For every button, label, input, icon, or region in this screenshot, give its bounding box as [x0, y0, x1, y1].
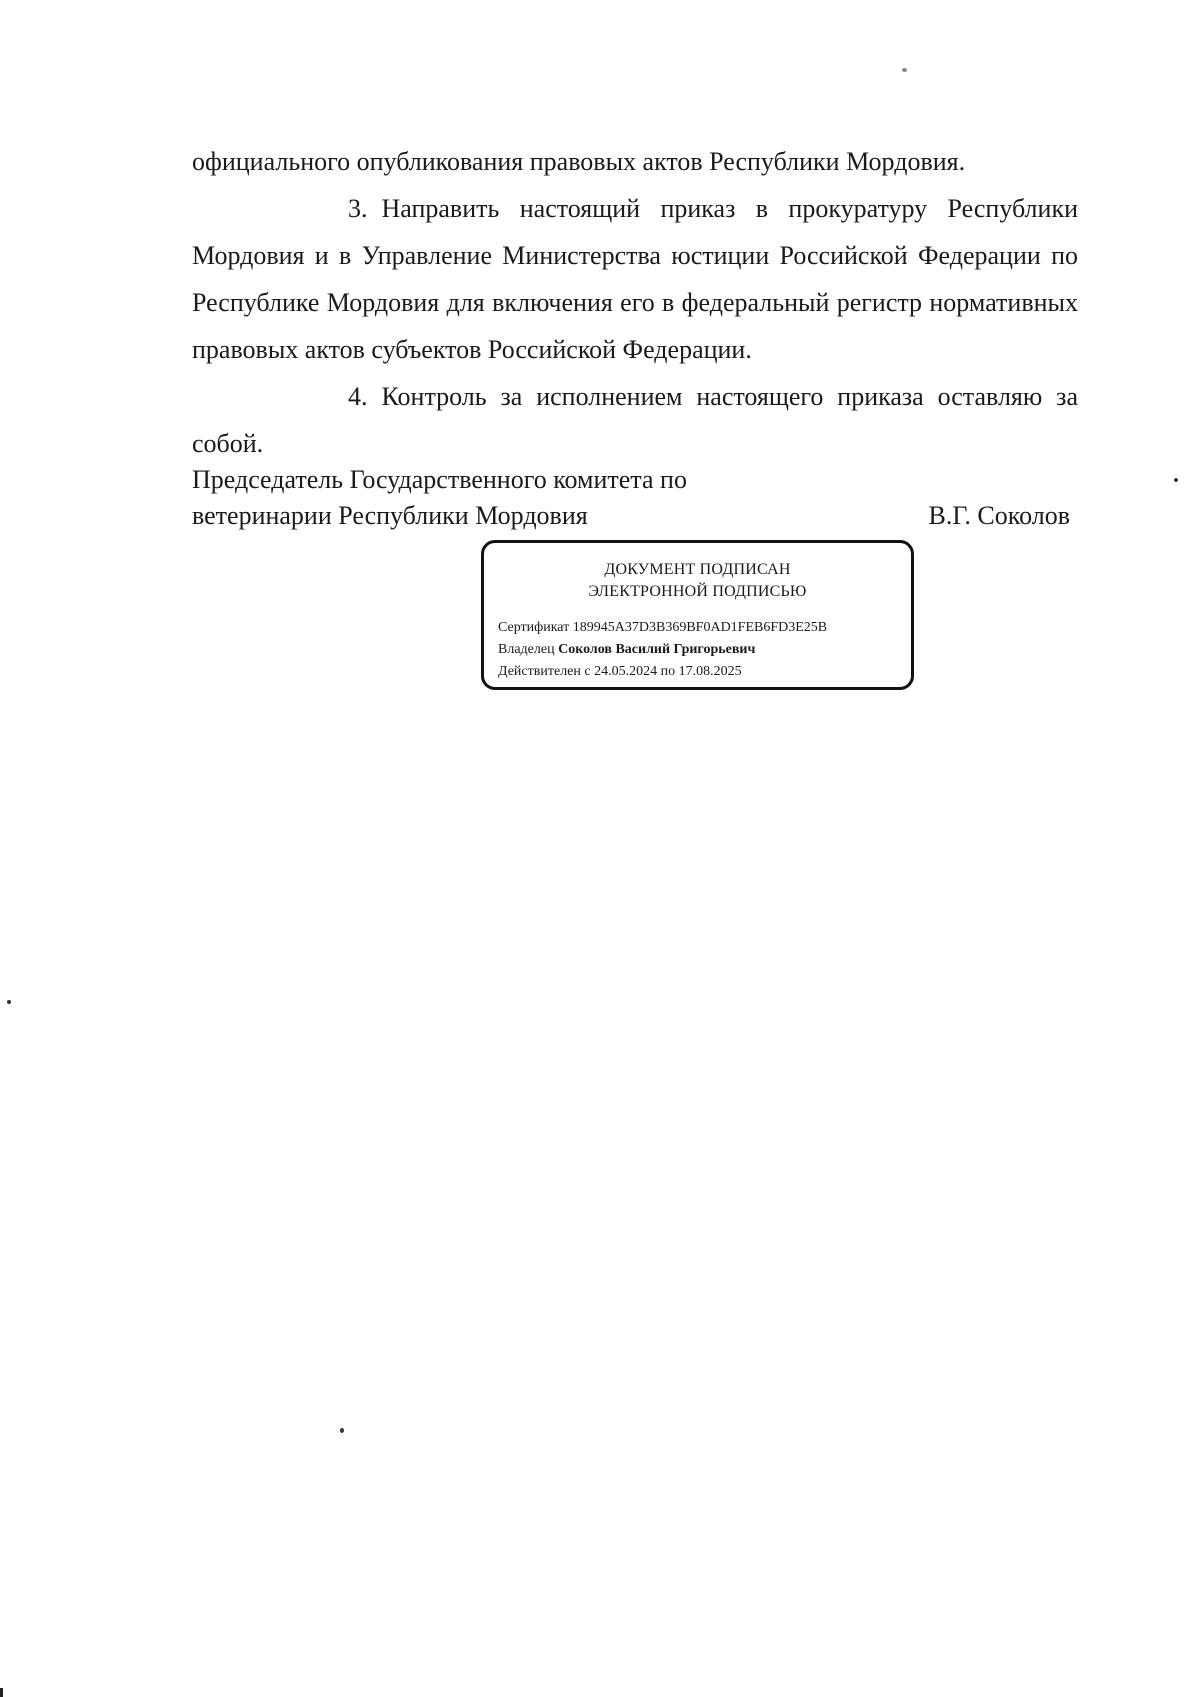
stamp-title-line-1: ДОКУМЕНТ ПОДПИСАН — [604, 561, 791, 578]
stamp-validity-row — [498, 661, 911, 683]
document-body — [192, 138, 1078, 467]
signature-block — [192, 462, 1078, 534]
paragraph-3-number: 3. — [348, 194, 368, 223]
paragraph-continued: официального опубликования правовых актов Республики Мордовия. — [192, 147, 966, 176]
stamp-title-line-2: ЭЛЕКТРОННОЙ ПОДПИСЬЮ — [588, 583, 807, 600]
valid-label: Действителен — [498, 664, 581, 679]
scan-speck — [1174, 478, 1178, 482]
scan-speck — [340, 1428, 344, 1433]
certificate-label: Сертификат — [498, 620, 570, 635]
signer-position-line-1: Председатель Государственного комитета по — [192, 465, 687, 494]
paragraph-4-text: Контроль за исполнением настоящего приказа оставляю за собой. — [192, 382, 1078, 458]
signer-name: В.Г. Соколов — [928, 501, 1070, 530]
owner-label: Владелец — [498, 642, 555, 657]
valid-from-date: 24.05.2024 — [594, 664, 658, 679]
paragraph-3 — [192, 185, 1078, 373]
stamp-certificate-row — [498, 617, 911, 639]
electronic-signature-stamp — [481, 540, 914, 690]
scan-speck — [7, 1000, 11, 1004]
certificate-value: 189945A37D3B369BF0AD1FEB6FD3E25B — [572, 620, 828, 635]
paragraph-4-number: 4. — [348, 382, 368, 411]
valid-to-date: 17.08.2025 — [678, 664, 742, 679]
owner-value: Соколов Василий Григорьевич — [558, 642, 756, 657]
paragraph-4 — [192, 373, 1078, 467]
stamp-title — [484, 559, 911, 603]
signer-position-line-2: ветеринарии Республики Мордовия — [192, 501, 588, 530]
valid-to-label: по — [660, 664, 676, 679]
scan-speck — [902, 68, 907, 72]
stamp-details — [498, 617, 911, 683]
valid-from-label: с — [584, 664, 591, 679]
paragraph-3-text: Направить настоящий приказ в прокуратуру Республики Мордовия и в Управление Министерства юстиции Российской Федерации по Республике Мордовия для включения его в федеральный регистр нормативных правовых актов субъектов Российской Федерации. — [192, 194, 1078, 364]
stamp-owner-row — [498, 639, 911, 661]
scan-speck — [0, 1688, 3, 1697]
